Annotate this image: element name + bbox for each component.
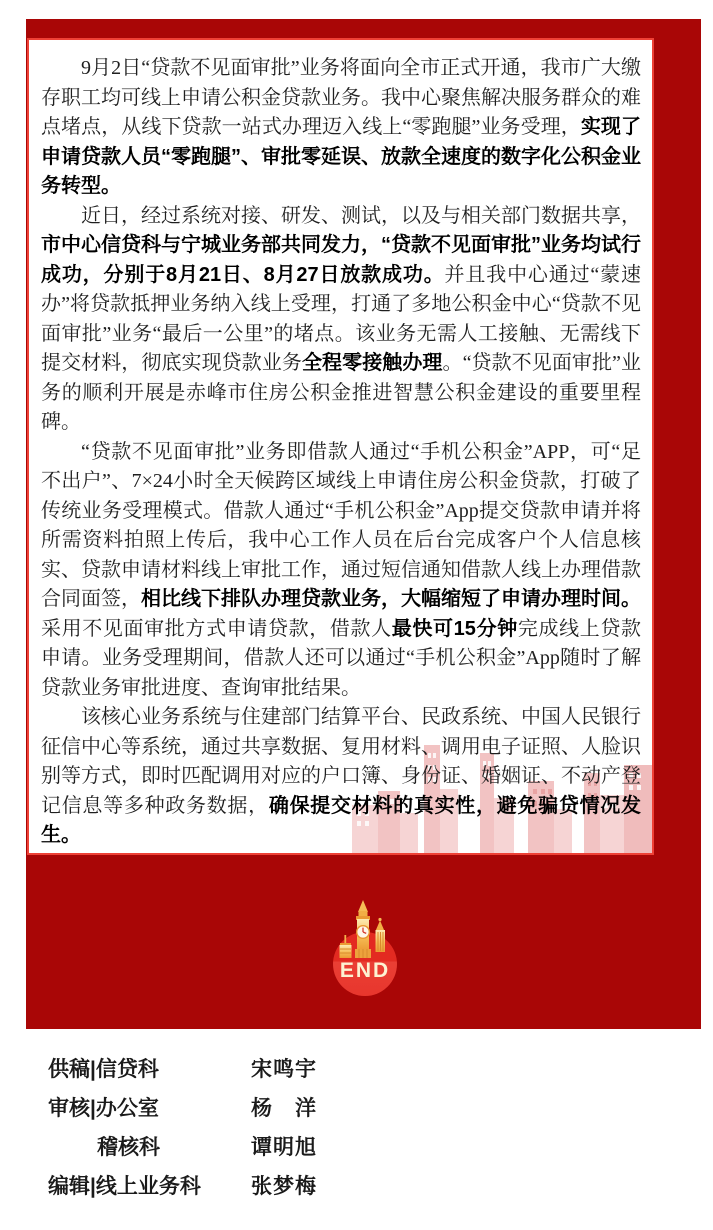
end-label: END xyxy=(339,959,391,982)
bold-text-run: 市中心信贷科与宁城业务部共同发力，“贷款不见面审批”业务均试行成功，分别于8月21日、8月27日放款成功。 xyxy=(41,234,641,286)
paragraph xyxy=(41,202,641,438)
text-run: 完成线上贷款申请。业务受理期间，借款人还可以通过“手机公积金”App随时了解贷款业务审批进度、查询审批结果。 xyxy=(41,617,642,699)
article-body xyxy=(29,40,652,851)
bold-text-run: 最快可15分钟 xyxy=(391,617,518,640)
bold-text-run: 全程零接触办理 xyxy=(301,352,443,374)
paragraph xyxy=(41,703,641,851)
credit-row xyxy=(48,1058,668,1082)
credit-label: 审核|办公室 xyxy=(48,1097,159,1120)
article-card xyxy=(27,38,654,855)
text-run: “贷款不见面审批”业务即借款人通过“手机公积金”APP，可“足不出户”、7×24小时全天候跨区域线上申请住房公积金贷款，打破了传统业务受理模式。借款人通过“手机公积金”App提交贷款申请并将所需资料拍照上传后，我中心工作人员在后台完成客户个人信息核实、贷款申请材料线上审批工作，通过短信通知借款人线上办理借款合同面签， xyxy=(41,440,641,610)
paragraph xyxy=(41,438,641,704)
credit-label: 稽核科 xyxy=(97,1136,160,1159)
text-run: 近日，经过系统对接、研发、测试，以及与相关部门数据共享， xyxy=(81,204,641,227)
credit-label: 编辑|线上业务科 xyxy=(48,1175,201,1198)
text-run: 并且我中心通过“蒙速办”将贷款抵押业务纳入线上受理，打通了多地公积金中心“贷款不见面审批”业务“最后一公里”的堵点。该业务无需人工接触、无需线下提交材料，彻底实现贷款业务 xyxy=(41,263,641,374)
credits xyxy=(48,1058,668,1214)
credit-name: 谭明旭 xyxy=(251,1136,317,1159)
big-ben-skyline-icon xyxy=(334,899,396,959)
bold-text-run: 确保提交材料的真实性，避免骗贷情况发生。 xyxy=(41,794,642,846)
text-run: 9月2日“贷款不见面审批”业务将面向全市正式开通，我市广大缴存职工均可线上申请公积金贷款业务。我中心聚焦解决服务群众的难点堵点，从线下贷款一站式办理迈入线上“零跑腿”业务受理， xyxy=(41,57,641,138)
credit-row xyxy=(48,1175,668,1199)
text-run: 该核心业务系统与住建部门结算平台、民政系统、中国人民银行征信中心等系统，通过共享数据、复用材料、调用电子证照、人脸识别等方式，即时匹配调用对应的户口簿、身份证、婚姻证、不动产登记信息等多种政务数据， xyxy=(41,706,641,817)
text-run: 。“贷款不见面审批”业务的顺利开展是赤峰市住房公积金推进智慧公积金建设的重要里程碑。 xyxy=(41,352,641,433)
credit-row xyxy=(48,1136,668,1160)
credit-name: 张梦梅 xyxy=(251,1175,317,1198)
credit-row xyxy=(48,1097,668,1121)
credit-label: 供稿|信贷科 xyxy=(48,1058,159,1081)
bold-text-run: 相比线下排队办理贷款业务，大幅缩短了申请办理时间。 xyxy=(141,588,641,610)
text-run: 采用不见面审批方式申请贷款，借款人 xyxy=(41,617,392,640)
paragraph xyxy=(41,54,641,202)
bold-text-run: 实现了申请贷款人员“零跑腿”、审批零延误、放款全速度的数字化公积金业务转型。 xyxy=(41,116,641,197)
credit-name: 宋鸣宇 xyxy=(251,1058,317,1081)
credit-name: 杨 洋 xyxy=(251,1097,317,1120)
